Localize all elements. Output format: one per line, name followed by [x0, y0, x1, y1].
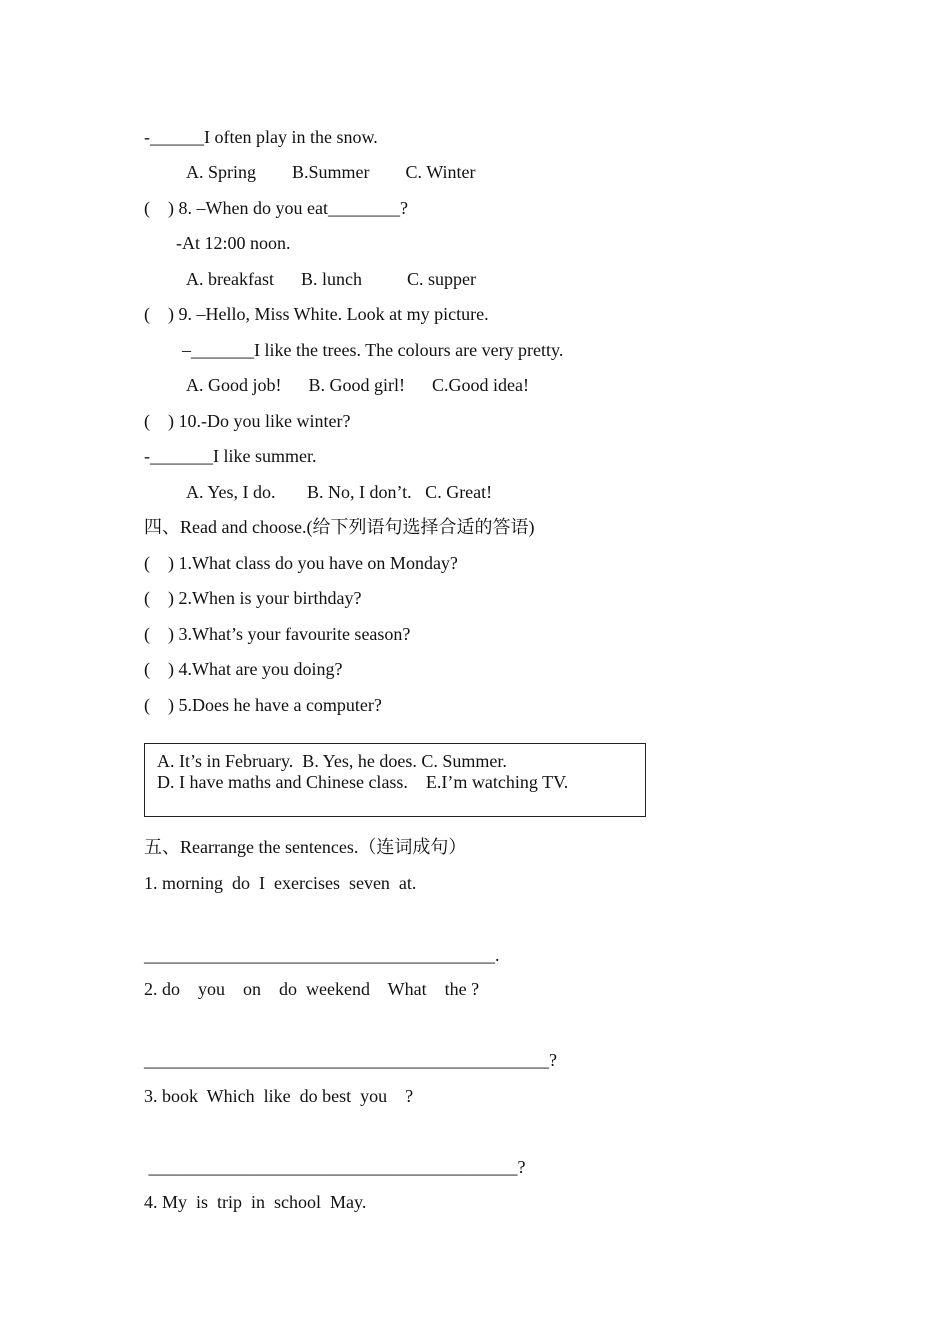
q9-options: A. Good job! B. Good girl! C.Good idea! [186, 375, 529, 395]
section4-item: ( ) 2.When is your birthday? [144, 588, 362, 608]
q8-options: A. breakfast B. lunch C. supper [186, 269, 476, 289]
rearrange-words: 3. book Which like do best you ? [144, 1086, 414, 1106]
section4-item: ( ) 1.What class do you have on Monday? [144, 553, 458, 573]
rearrange-words: 2. do you on do weekend What the ? [144, 979, 480, 999]
rearrange-words: 4. My is trip in school May. [144, 1192, 367, 1212]
q7-answer-line: -______I often play in the snow. [144, 127, 378, 147]
section4-item: ( ) 5.Does he have a computer? [144, 695, 382, 715]
section4-heading: 四、Read and choose.(给下列语句选择合适的答语) [144, 517, 535, 537]
rearrange-answer-blank: _____________________________________________? [144, 1050, 557, 1070]
section5-heading: 五、Rearrange the sentences.（连词成句） [144, 837, 467, 857]
answer-options-box [144, 743, 646, 817]
rearrange-answer-blank: _______________________________________. [144, 945, 500, 965]
q9-question: ( ) 9. –Hello, Miss White. Look at my picture. [144, 304, 489, 324]
rearrange-words: 1. morning do I exercises seven at. [144, 873, 417, 893]
q8-answer-line: -At 12:00 noon. [176, 233, 291, 253]
q9-answer-line: –_______I like the trees. The colours are very pretty. [182, 340, 564, 360]
q10-answer-line: -_______I like summer. [144, 446, 317, 466]
rearrange-answer-blank: _________________________________________? [144, 1157, 526, 1177]
q7-options: A. Spring B.Summer C. Winter [186, 162, 476, 182]
section4-item: ( ) 3.What’s your favourite season? [144, 624, 411, 644]
q10-options: A. Yes, I do. B. No, I don’t. C. Great! [186, 482, 493, 502]
answer-options-line: A. It’s in February. B. Yes, he does. C. Summer. [157, 751, 507, 771]
q8-question: ( ) 8. –When do you eat________? [144, 198, 408, 218]
q10-question: ( ) 10.-Do you like winter? [144, 411, 351, 431]
answer-options-line: D. I have maths and Chinese class. E.I’m watching TV. [157, 772, 569, 792]
section4-item: ( ) 4.What are you doing? [144, 659, 343, 679]
